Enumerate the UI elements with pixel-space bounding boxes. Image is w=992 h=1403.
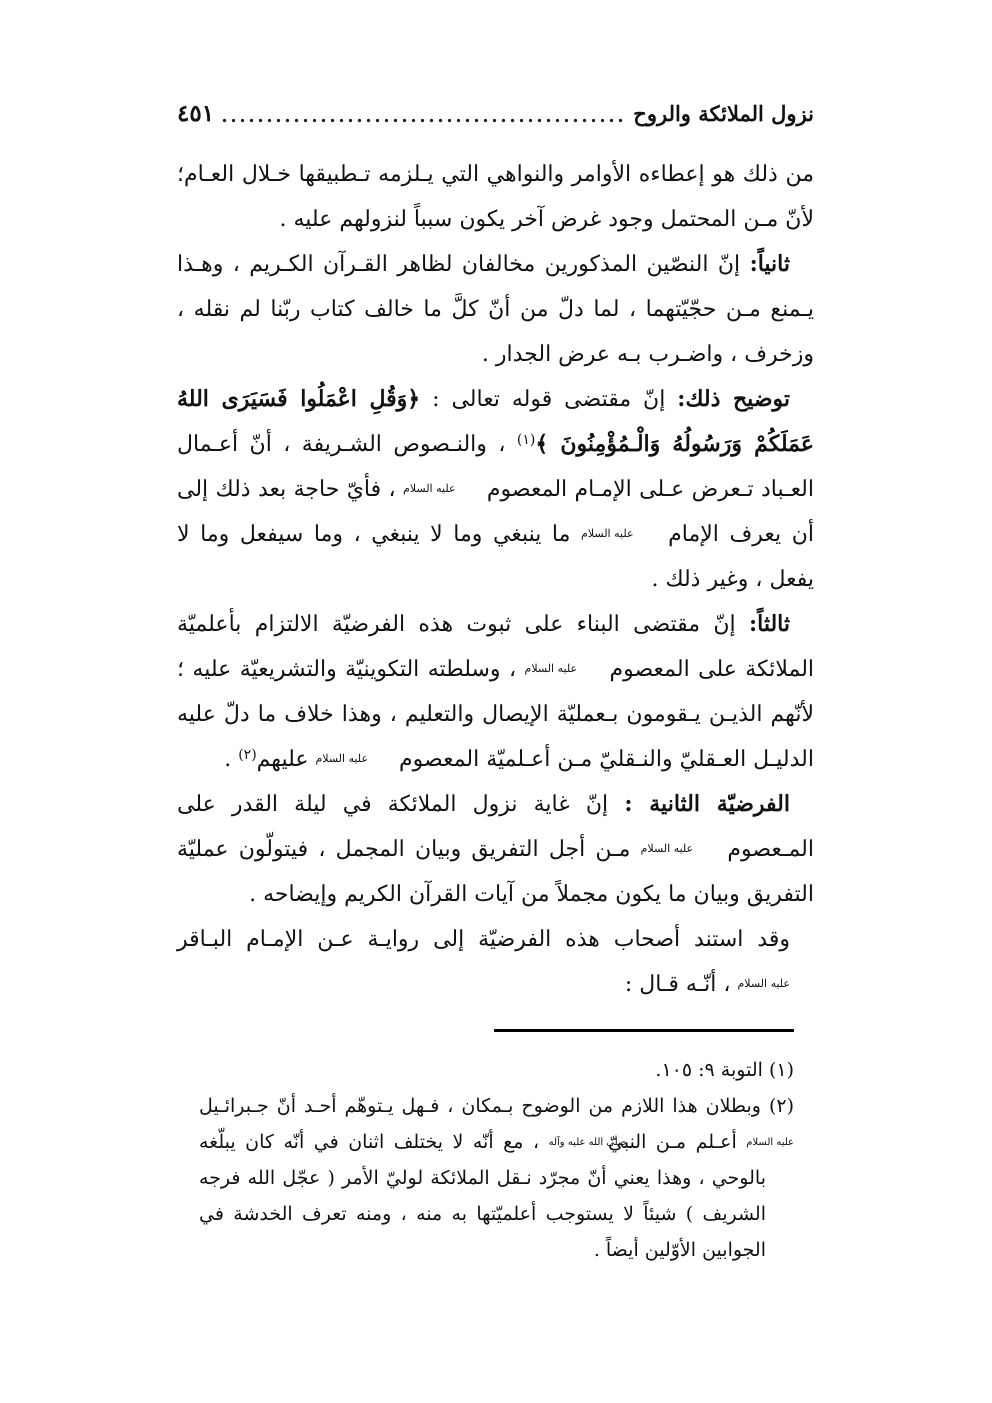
footnote-1 <box>199 1052 814 1088</box>
paragraph-text: . <box>224 747 232 772</box>
footnote-text: التوبة ٩: ١٠٥. <box>655 1059 763 1081</box>
paragraph-second-point <box>177 242 814 377</box>
honorific-sallallahu: صلى الله عليه وآله <box>548 1137 627 1148</box>
honorific-alayhis-salam: عليه السلام <box>403 482 456 495</box>
paragraph-lead: ثانياً: <box>749 251 790 277</box>
paragraph-lead: الفرضيّة الثانية : <box>624 791 790 817</box>
body-text <box>177 152 814 1007</box>
paragraph-text: إنّ النصّين المذكورين مخالفان لظاهر القـرآن الكـريم ، وهـذا يـمنع مـن حجّيّتهما ، لما دلّ من أنّ كلَّ ما خالف كتاب ربّنا لم نقله ، وزخرف ، واضـرب بـه عرض الجدار . <box>177 252 814 367</box>
paragraph-lead: ثالثاً: <box>749 611 790 637</box>
honorific-alayhis-salam: عليه السلام <box>737 977 790 990</box>
paragraph-text: ، أنّـه قـال : <box>624 972 731 997</box>
paragraph-text: مـن أجل التفريق وبيان المجمل ، فيتولّون عمليّة التفريق وبيان ما يكون مجملاً من آيات القرآن الكريم وإيضاحه . <box>177 837 814 907</box>
dotted-leader <box>222 118 625 123</box>
footnote-text: أعـلم مـن النبيّ <box>608 1131 737 1153</box>
footnote-reference-2: (٢) <box>238 747 257 763</box>
honorific-alayhis-salam: عليه السلام <box>524 662 578 675</box>
honorific-alayhis-salam: عليه السلام <box>746 1137 795 1148</box>
honorific-alayhis-salam: عليه السلام <box>640 842 694 855</box>
chapter-title: نزول الملائكة والروح <box>633 101 814 126</box>
footnote-marker: (١) <box>768 1059 794 1081</box>
paragraph-third-point <box>177 602 814 782</box>
footnotes-section <box>177 1029 814 1268</box>
footnote-text: ، مع أنّه لا يختلف اثنان في أنّه كان يبلّغه بالوحي ، وهذا يعني أنّ مجرّد نـقل الملائكة لوليّ الأمر ( عجّل الله فرجه الشريف ) شيئاً لا يستوجب أعلميّتها به منه ، ومنه تعرف الخدشة في الجوابين الأوّلين أيضاً . <box>199 1131 766 1261</box>
paragraph-text: عليهم <box>256 747 309 772</box>
paragraph-clarification <box>177 377 814 602</box>
paragraph-second-hypothesis <box>177 782 814 917</box>
footnote-separator <box>494 1029 794 1032</box>
footnote-2 <box>199 1088 814 1268</box>
paragraph-text: إنّ غاية نزول الملائكة في ليلة القدر على المـعصوم <box>177 792 815 862</box>
honorific-alayhis-salam: عليه السلام <box>315 752 369 765</box>
quran-verse: ﴿وَقُلِ اعْمَلُوا فَسَيَرَى اللهُ عَمَلَكُمْ وَرَسُولُهُ وَالْـمُؤْمِنُونَ ﴾ <box>177 386 814 457</box>
footnote-reference-1: (١) <box>516 432 536 448</box>
paragraph-lead: توضيح ذلك: <box>677 386 790 412</box>
page-header <box>177 100 814 128</box>
page-number: ٤٥١ <box>177 100 215 127</box>
paragraph-narration-intro <box>177 917 814 1007</box>
footnote-marker: (٢) <box>768 1095 794 1117</box>
honorific-alayhis-salam: عليه السلام <box>581 527 634 540</box>
paragraph-text: وقد استند أصحاب هذه الفرضيّة إلى روايـة عـن الإمـام البـاقر <box>177 927 790 952</box>
paragraph-text: إنّ مقتضى قوله تعالى : <box>432 387 666 412</box>
paragraph-text: ، فأيّ حاجة بعد ذلك إلى أن يعرف الإمام <box>177 477 815 547</box>
paragraph-text: إنّ مقتضى البناء على ثبوت هذه الفرضيّة الالتزام بأعلميّة الملائكة على المعصوم <box>177 612 815 682</box>
footnote-text: وبطلان هذا اللازم من الوضوح بـمكان ، فـهل يـتوهّم أحـد أنّ جـبرائـيل <box>199 1095 761 1117</box>
paragraph-continuation <box>177 152 814 242</box>
paragraph-text: ، والنـصوص الشـريفة ، أنّ أعـمال العـباد تـعرض عـلى الإمـام المعصوم <box>177 432 814 502</box>
paragraph-text: من ذلك هو إعطاءه الأوامر والنواهي التي يـلزمه تـطبيقها خـلال العـام؛ لأنّ مـن المحتمل وجود غرض آخر يكون سبباً لنزولهم عليه . <box>177 162 814 232</box>
paragraph-text: ، وسلطته التكوينيّة والتشريعيّة عليه ؛ لأنّهم الذيـن يـقومون بـعمليّة الإيصال والتعليم ، وهذا خلاف ما دلّ عليه الدليـل العـقليّ والنـقليّ مـن أعـلميّة المعصوم <box>177 657 814 772</box>
paragraph-text: ما ينبغي وما لا ينبغي ، وما سيفعل وما لا يفعل ، وغير ذلك . <box>177 522 814 592</box>
